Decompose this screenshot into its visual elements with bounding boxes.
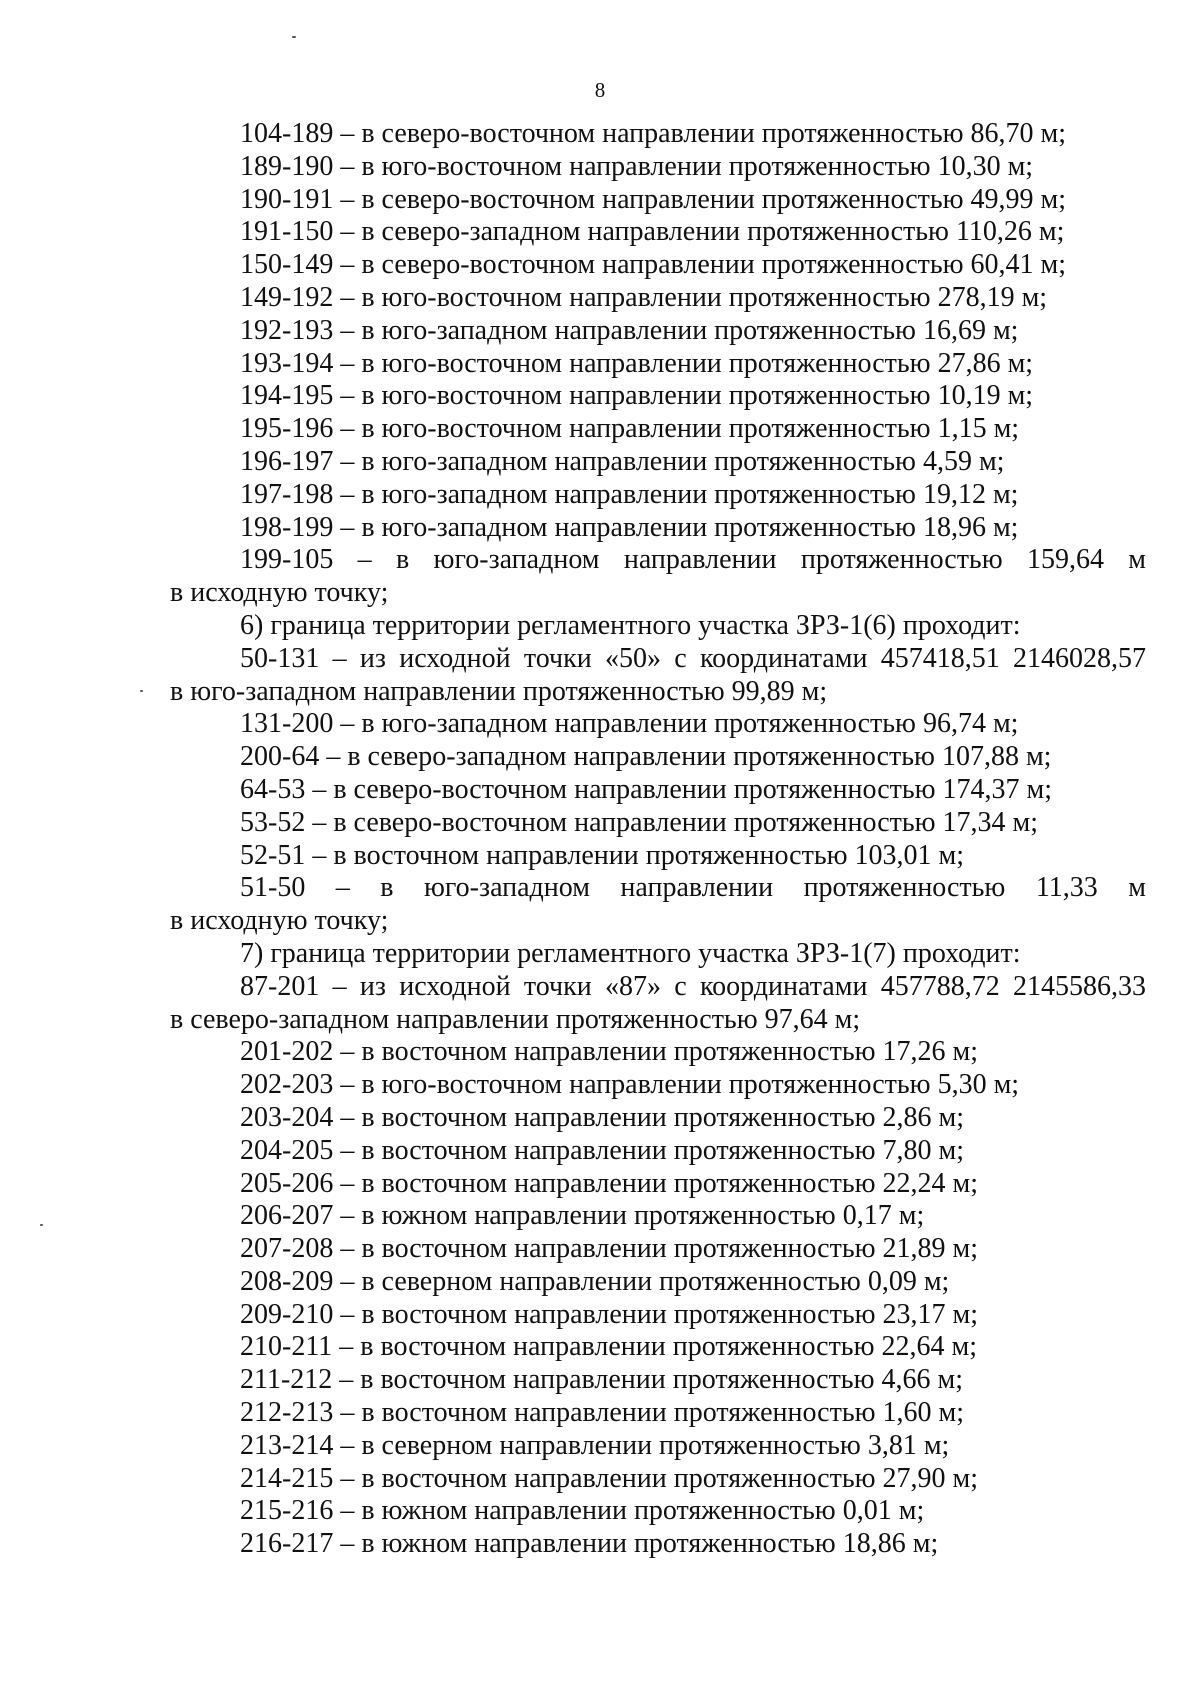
text-line: 211-212 – в восточном направлении протяженностью 4,66 м;	[240, 1364, 963, 1396]
text-line: 192-193 – в юго-западном направлении протяженностью 16,69 м;	[240, 314, 1019, 346]
text-line: 213-214 – в северном направлении протяженностью 3,81 м;	[240, 1429, 950, 1461]
text-line: 210-211 – в восточном направлении протяженностью 22,64 м;	[240, 1331, 977, 1363]
text-line: 64-53 – в северо-восточном направлении протяженностью 174,37 м;	[240, 773, 1053, 805]
text-line: 206-207 – в южном направлении протяженностью 0,17 м;	[240, 1200, 925, 1232]
text-line: 198-199 – в юго-западном направлении протяженностью 18,96 м;	[240, 511, 1019, 543]
text-line: 199-105 – в юго-западном направлении протяженностью 159,64 м	[240, 544, 1146, 576]
text-line: 193-194 – в юго-восточном направлении протяженностью 27,86 м;	[240, 347, 1034, 379]
scan-speck	[292, 36, 296, 38]
text-line: 202-203 – в юго-восточном направлении протяженностью 5,30 м;	[240, 1069, 1020, 1101]
text-line: 197-198 – в юго-западном направлении протяженностью 19,12 м;	[240, 478, 1019, 510]
text-line: 131-200 – в юго-западном направлении протяженностью 96,74 м;	[240, 708, 1019, 740]
text-line: 149-192 – в юго-восточном направлении протяженностью 278,19 м;	[240, 281, 1048, 313]
text-line: 196-197 – в юго-западном направлении протяженностью 4,59 м;	[240, 445, 1005, 477]
text-line: 52-51 – в восточном направлении протяженностью 103,01 м;	[240, 839, 965, 871]
text-line: 205-206 – в восточном направлении протяженностью 22,24 м;	[240, 1167, 979, 1199]
text-line: 208-209 – в северном направлении протяженностью 0,09 м;	[240, 1265, 950, 1297]
text-line: 207-208 – в восточном направлении протяженностью 21,89 м;	[240, 1233, 979, 1265]
text-line: 215-216 – в южном направлении протяженностью 0,01 м;	[240, 1495, 925, 1527]
text-line: 6) граница территории регламентного участка ЗРЗ-1(6) проходит:	[240, 609, 1021, 641]
page-number: 8	[594, 78, 606, 102]
text-line: 7) граница территории регламентного участка ЗРЗ-1(7) проходит:	[240, 937, 1021, 969]
text-line: 216-217 – в южном направлении протяженностью 18,86 м;	[240, 1528, 939, 1560]
scan-speck	[40, 1224, 43, 1226]
text-line: 50-131 – из исходной точки «50» с координатами 457418,51 2146028,57	[240, 642, 1146, 674]
text-line-continuation: в северо-западном направлении протяженностью 97,64 м;	[170, 1003, 861, 1035]
text-line: 209-210 – в восточном направлении протяженностью 23,17 м;	[240, 1298, 979, 1330]
text-line: 190-191 – в северо-восточном направлении протяженностью 49,99 м;	[240, 183, 1067, 215]
text-line: 150-149 – в северо-восточном направлении протяженностью 60,41 м;	[240, 249, 1067, 281]
text-line-continuation: в юго-западном направлении протяженностью 99,89 м;	[170, 675, 828, 707]
scan-speck	[140, 690, 143, 692]
text-line-continuation: в исходную точку;	[170, 905, 389, 937]
text-line: 201-202 – в восточном направлении протяженностью 17,26 м;	[240, 1036, 979, 1068]
text-line: 214-215 – в восточном направлении протяженностью 27,90 м;	[240, 1462, 979, 1494]
text-line: 200-64 – в северо-западном направлении протяженностью 107,88 м;	[240, 741, 1052, 773]
text-line: 189-190 – в юго-восточном направлении протяженностью 10,30 м;	[240, 150, 1034, 182]
text-line: 203-204 – в восточном направлении протяженностью 2,86 м;	[240, 1101, 965, 1133]
text-line: 195-196 – в юго-восточном направлении протяженностью 1,15 м;	[240, 413, 1020, 445]
boundary-description-text	[170, 118, 1146, 1561]
text-line: 87-201 – из исходной точки «87» с координатами 457788,72 2145586,33	[240, 970, 1146, 1002]
text-line: 212-213 – в восточном направлении протяженностью 1,60 м;	[240, 1397, 965, 1429]
text-line: 53-52 – в северо-восточном направлении протяженностью 17,34 м;	[240, 806, 1039, 838]
text-line: 104-189 – в северо-восточном направлении протяженностью 86,70 м;	[240, 118, 1067, 149]
text-line-continuation: в исходную точку;	[170, 577, 389, 609]
text-line: 191-150 – в северо-западном направлении протяженностью 110,26 м;	[240, 216, 1065, 248]
text-line: 51-50 – в юго-западном направлении протяженностью 11,33 м	[240, 872, 1146, 904]
text-line: 204-205 – в восточном направлении протяженностью 7,80 м;	[240, 1134, 965, 1166]
text-line: 194-195 – в юго-восточном направлении протяженностью 10,19 м;	[240, 380, 1034, 412]
